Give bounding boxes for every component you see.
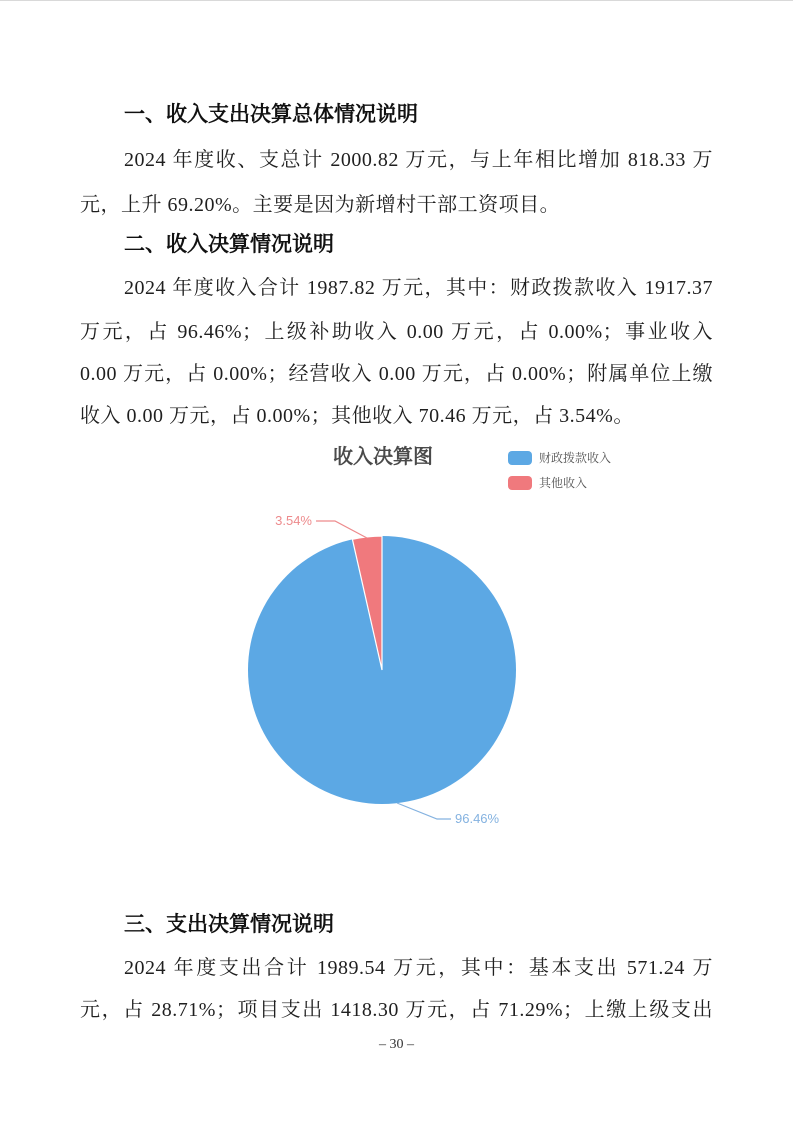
leader-line-other <box>316 521 367 538</box>
pie-label-other-percent: 3.54% <box>275 513 312 528</box>
pie-label-fiscal-percent: 96.46% <box>455 811 500 826</box>
paragraph-line: 收入 0.00 万元，占 0.00%；其他收入 70.46 万元，占 3.54%。 <box>80 405 634 427</box>
chart-title: 收入决算图 <box>333 446 433 468</box>
paragraph-line: 万元，占 96.46%；上级补助收入 0.00 万元，占 0.00%；事业收入 <box>80 321 713 343</box>
section-3-heading: 三、支出决算情况说明 <box>124 913 334 936</box>
paragraph-line: 2024 年度支出合计 1989.54 万元，其中：基本支出 571.24 万 <box>124 957 713 979</box>
paragraph-line: 2024 年度收、支总计 2000.82 万元，与上年相比增加 818.33 万 <box>124 149 713 171</box>
section-2-heading: 二、收入决算情况说明 <box>124 233 334 256</box>
page-number: – 30 – <box>379 1037 414 1052</box>
paragraph-line: 元，上升 69.20%。主要是因为新增村干部工资项目。 <box>80 194 561 216</box>
legend-label-fiscal: 财政拨款收入 <box>539 451 612 465</box>
paragraph-line: 元，占 28.71%；项目支出 1418.30 万元，占 71.29%；上缴上级支出 <box>80 999 713 1021</box>
pie-chart-svg <box>230 501 540 841</box>
paragraph-line: 2024 年度收入合计 1987.82 万元，其中：财政拨款收入 1917.37 <box>124 277 713 299</box>
legend-swatch-fiscal <box>508 451 532 465</box>
legend-label-other: 其他收入 <box>539 476 588 490</box>
section-1-heading: 一、收入支出决算总体情况说明 <box>124 103 418 126</box>
leader-line-fiscal <box>397 803 451 819</box>
paragraph-line: 0.00 万元，占 0.00%；经营收入 0.00 万元，占 0.00%；附属单位上缴 <box>80 363 713 385</box>
legend-swatch-other <box>508 476 532 490</box>
